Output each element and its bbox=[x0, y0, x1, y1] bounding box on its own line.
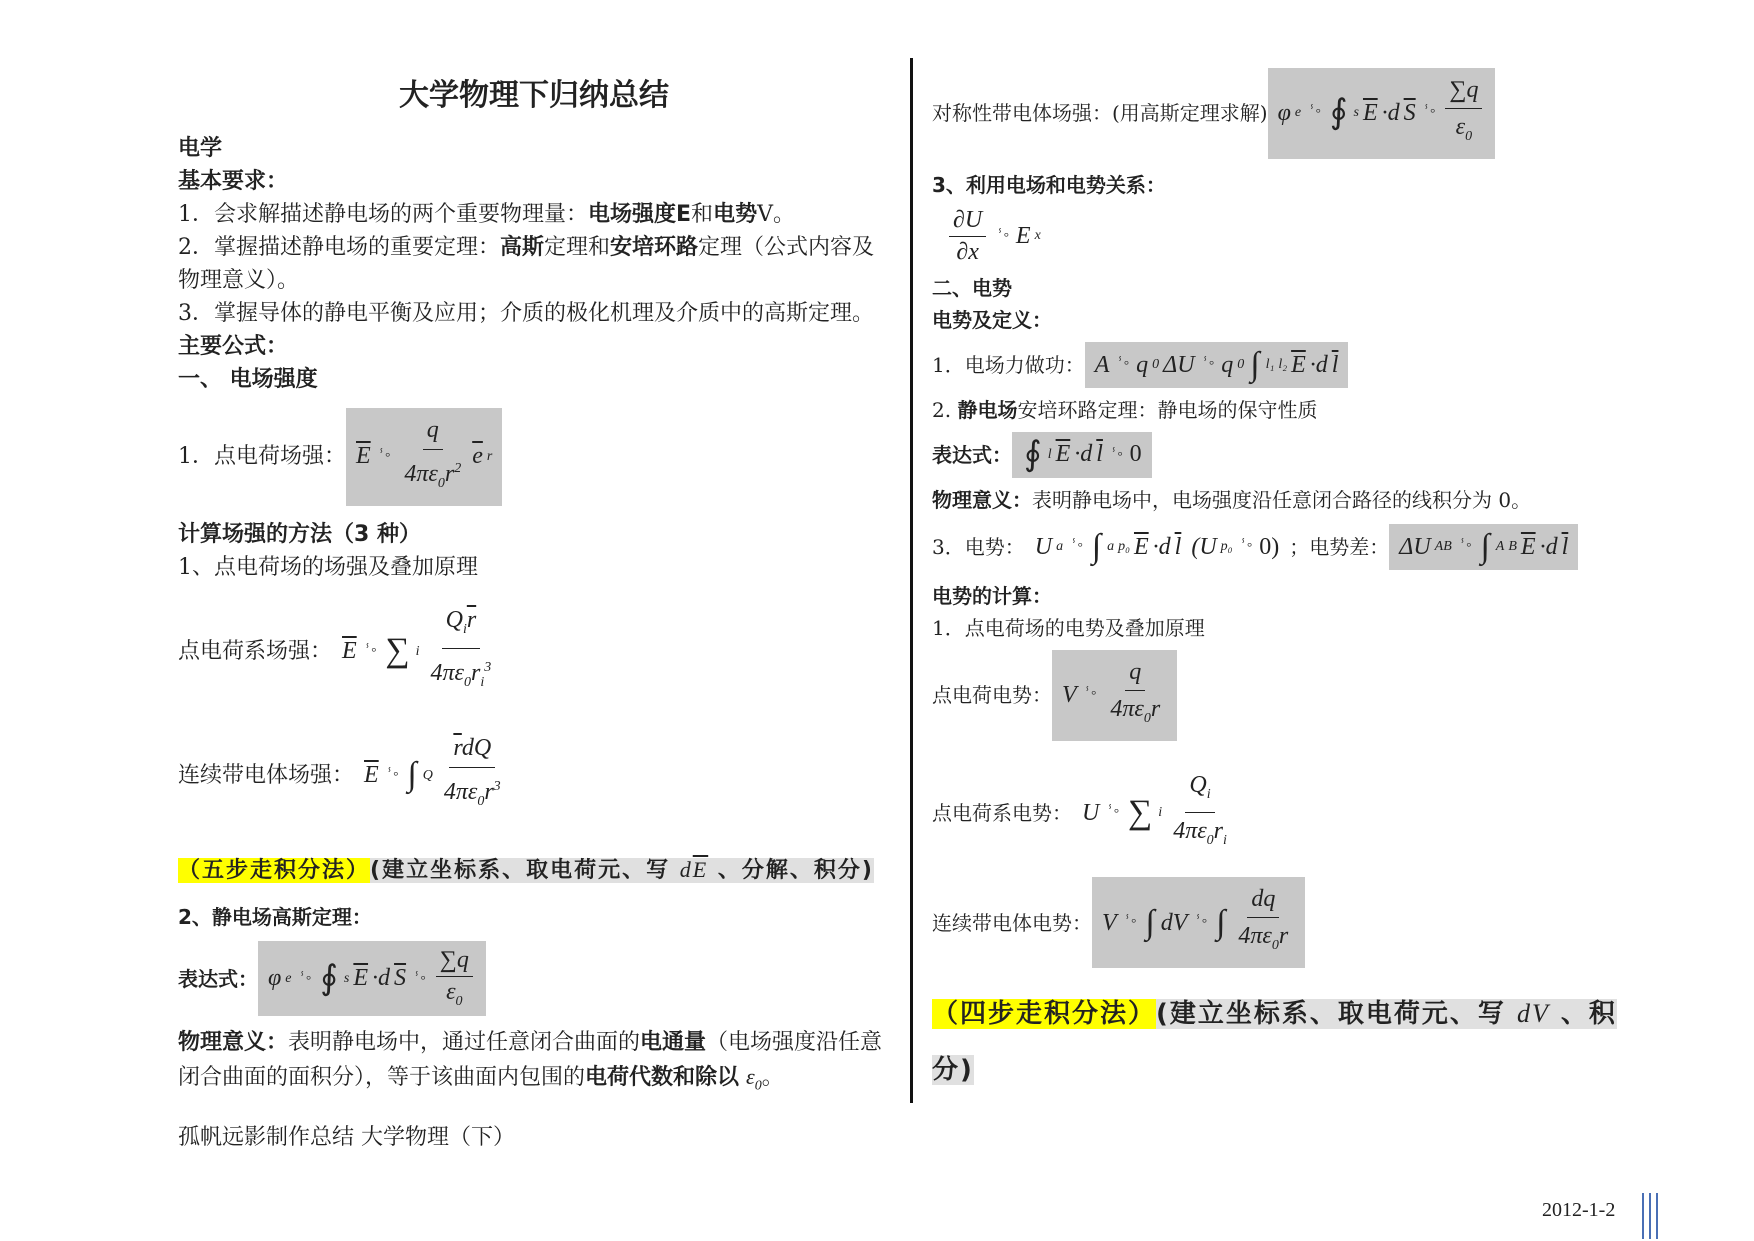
subsection-field-strength: 一、 电场强度 bbox=[178, 367, 318, 392]
circulation-theorem: 2. 静电场安培环路定理：静电场的保守性质 bbox=[932, 397, 1318, 422]
gauss-meaning: 物理意义：表明静电场中，通过任意闭合曲面的电通量（电场强度沿任意闭合曲面的面积分），等于该曲面内包围的电荷代数和除以 $\varepsilon_0$。 bbox=[178, 1029, 883, 1094]
continuous-field-row: 连续带电体场强： $\overline{E}$ ⸯ° ∫ Q $\frac{\overline{r}dQ}{4\pi\varepsilon_0r^3}$ bbox=[178, 726, 890, 824]
charge-system-field-formula: $\overline{E}$ ⸯ° ∑ i $\frac{Q_i\overline{r}}{4\pi\varepsilon_0r_i^3}$ bbox=[332, 598, 508, 705]
system-potential-row: 点电荷系电势： U ⸯ° ∑ i $\frac{Q_i}{4\pi\varepsilon_0r_i}$ bbox=[932, 763, 1632, 864]
gauss-formula: φ e ⸯ° ∮ s $\overline{E}$ ·d $\overline{S}$ ⸯ° $\frac{\sum q}{\varepsilon_0}$ bbox=[258, 941, 486, 1016]
calc-method-1: 1．点电荷场的电势及叠加原理 bbox=[932, 615, 1205, 640]
circulation-expression-row: 表达式： ∮ l $\overline{E}$ ·d $\overline{l}$ ⸯ° 0 bbox=[932, 432, 1632, 478]
point-potential-formula: V ⸯ° $\frac{q}{4\pi\varepsilon_0r}$ bbox=[1052, 650, 1177, 741]
potential-definition-heading: 电势及定义： bbox=[932, 307, 1052, 332]
subsection-potential: 二、电势 bbox=[932, 275, 1012, 300]
page-title: 大学物理下归纳总结 bbox=[399, 78, 669, 113]
circulation-formula: ∮ l $\overline{E}$ ·d $\overline{l}$ ⸯ° 0 bbox=[1012, 432, 1152, 478]
continuous-potential-row: 连续带电体电势： V ⸯ° ∫ dV ⸯ° ∫ $\frac{dq}{4\pi\varepsilon_0r}$ bbox=[932, 877, 1632, 968]
charge-system-field-row: 点电荷系场强： $\overline{E}$ ⸯ° ∑ i $\frac{Q_i\overline{r}}{4\pi\varepsilon_0r_i^3}$ bbox=[178, 598, 890, 705]
four-step-method: （四步走积分法）(建立坐标系、取电荷元、写 dV 、积 分) bbox=[932, 998, 1617, 1085]
section-heading: 电学 bbox=[178, 136, 223, 161]
symmetric-gauss-formula: φ e ⸯ° ∮ s $\overline{E}$ ·d $\overline{S}$ ⸯ° $\frac{\sum q}{\varepsilon_0}$ bbox=[1268, 68, 1496, 159]
column-divider bbox=[910, 58, 913, 1103]
system-potential-formula: U ⸯ° ∑ i $\frac{Q_i}{4\pi\varepsilon_0r_i}$ bbox=[1072, 763, 1244, 864]
potential-calc-heading: 电势的计算： bbox=[932, 583, 1052, 608]
margin-bars bbox=[1642, 1193, 1658, 1239]
work-row: 1．电场力做功： A ⸯ° q 0 ΔU ⸯ° q 0 ∫ l₁ l₂ $\overline{E}$ ·d $\overline{l}$ bbox=[932, 342, 1632, 388]
gauss-expression-row: 表达式： φ e ⸯ° ∮ s $\overline{E}$ ·d $\overline{S}$ ⸯ° $\frac{\sum q}{\varepsilon_0}$ bbox=[178, 941, 890, 1016]
method-1: 1、点电荷场的场强及叠加原理 bbox=[178, 554, 478, 580]
symmetric-field-row: 对称性带电体场强：(用高斯定理求解) φ e ⸯ° ∮ s $\overline{E}$ ·d $\overline{S}$ ⸯ° $\frac{\sum q}{\varepsilon_0}$ bbox=[932, 68, 1632, 159]
footer-note: 孤帆远影制作总结 大学物理（下） bbox=[178, 1125, 515, 1151]
page-date: 2012-1-2 bbox=[1542, 1199, 1616, 1221]
left-column bbox=[178, 60, 890, 1154]
point-potential-row: 点电荷电势： V ⸯ° $\frac{q}{4\pi\varepsilon_0r}$ bbox=[932, 650, 1632, 741]
five-step-method: （五步走积分法）(建立坐标系、取电荷元、写 $d\overline{E}$ 、分解、积分) bbox=[178, 857, 874, 884]
potential-row: 3．电势： U a ⸯ° ∫ a p₀ $\overline{E}$ ·d $\overline{l}$ (U p₀ ⸯ° 0) ；电势差： ΔU AB ⸯ° ∫ A B $\overline{E}$ ·d $\overline{l}$ bbox=[932, 524, 1632, 570]
right-column bbox=[932, 60, 1632, 1098]
methods-heading: 计算场强的方法（3 种） bbox=[178, 521, 421, 547]
requirements-heading: 基本要求： bbox=[178, 169, 289, 194]
gauss-heading: 2、静电场高斯定理： bbox=[178, 905, 372, 930]
continuous-potential-formula: V ⸯ° ∫ dV ⸯ° ∫ $\frac{dq}{4\pi\varepsilon_0r}$ bbox=[1092, 877, 1305, 968]
work-formula: A ⸯ° q 0 ΔU ⸯ° q 0 ∫ l₁ l₂ $\overline{E}$ ·d $\overline{l}$ bbox=[1085, 342, 1349, 388]
requirement-1: 1．会求解描述静电场的两个重要物理量：电场强度E和电势V。 bbox=[178, 202, 795, 227]
potential-difference-formula: ΔU AB ⸯ° ∫ A B $\overline{E}$ ·d $\overline{l}$ bbox=[1389, 524, 1578, 570]
field-potential-relation-heading: 3、利用电场和电势关系： bbox=[932, 172, 1166, 197]
potential-formula: U a ⸯ° ∫ a p₀ $\overline{E}$ ·d $\overline{l}$ (U p₀ ⸯ° 0) bbox=[1034, 527, 1280, 565]
circulation-meaning: 物理意义：表明静电场中，电场强度沿任意闭合路径的线积分为 0。 bbox=[932, 487, 1532, 512]
field-potential-formula: $\frac{\partial U}{\partial x}$ ⸯ° E x bbox=[932, 201, 1051, 272]
point-charge-field-row: 1．点电荷场强： $\overline{E}$ ⸯ° $\frac{q}{4\pi\varepsilon_0r^2}$ $\overline{e}$ r bbox=[178, 408, 890, 506]
continuous-field-formula: $\overline{E}$ ⸯ° ∫ Q $\frac{\overline{r}dQ}{4\pi\varepsilon_0r^3}$ bbox=[354, 726, 518, 824]
requirement-3: 3．掌握导体的静电平衡及应用；介质的极化机理及介质中的高斯定理。 bbox=[178, 301, 874, 326]
formulas-heading: 主要公式： bbox=[178, 334, 289, 359]
point-charge-field-formula: $\overline{E}$ ⸯ° $\frac{q}{4\pi\varepsilon_0r^2}$ $\overline{e}$ r bbox=[346, 408, 502, 506]
requirement-2: 2．掌握描述静电场的重要定理：高斯定理和安培环路定理（公式内容及物理意义）。 bbox=[178, 235, 875, 293]
